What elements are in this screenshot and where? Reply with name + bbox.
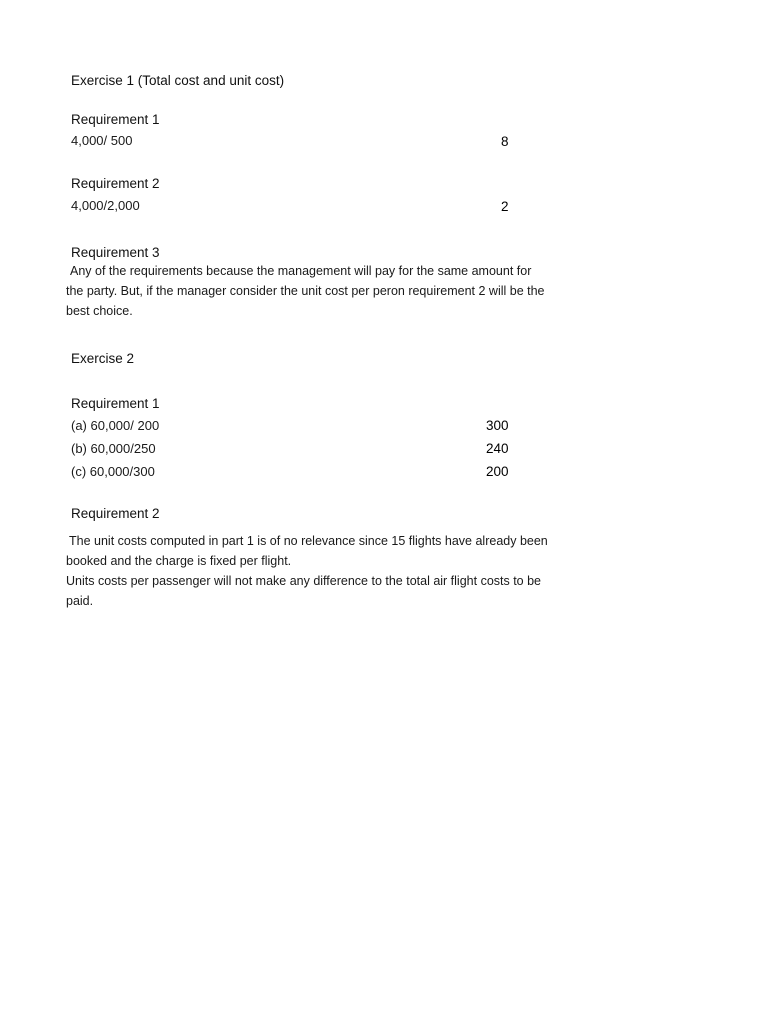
paragraph-line: best choice.	[66, 304, 133, 318]
ex2-requirement-2-heading: Requirement 2	[71, 506, 160, 521]
paragraph-line: Units costs per passenger will not make any difference to the total air flight costs to be	[66, 574, 542, 588]
ex1-req2-formula: 4,000/2,000	[71, 198, 140, 213]
paragraph-line: the party. But, if the manager consider the unit cost per peron requirement 2 will be the	[66, 284, 545, 298]
paragraph-line: Any of the requirements because the management will pay for the same amount for	[70, 264, 532, 278]
ex2-req1-row-c-formula: (c) 60,000/300	[71, 464, 155, 479]
paragraph-line: paid.	[66, 594, 94, 608]
ex1-req2-result: 2	[501, 199, 509, 214]
ex2-req2-paragraph	[66, 531, 548, 611]
ex2-req1-row-c-result: 200	[486, 464, 509, 479]
ex1-requirement-3-heading: Requirement 3	[71, 245, 160, 260]
ex2-req1-row-b-formula: (b) 60,000/250	[71, 441, 156, 456]
paragraph-line: booked and the charge is fixed per flight.	[66, 554, 292, 568]
ex2-requirement-1-heading: Requirement 1	[71, 396, 160, 411]
paragraph-line: The unit costs computed in part 1 is of no relevance since 15 flights have already been	[69, 534, 548, 548]
ex1-req1-result: 8	[501, 134, 509, 149]
ex1-requirement-1-heading: Requirement 1	[71, 112, 160, 127]
ex2-req1-row-a-result: 300	[486, 418, 509, 433]
ex2-req1-row-a-formula: (a) 60,000/ 200	[71, 418, 160, 433]
ex1-requirement-2-heading: Requirement 2	[71, 176, 160, 191]
ex1-req1-formula: 4,000/ 500	[71, 133, 133, 148]
exercise-1-title: Exercise 1 (Total cost and unit cost)	[71, 73, 285, 88]
ex1-req3-paragraph	[66, 261, 545, 321]
ex2-req1-row-b-result: 240	[486, 441, 509, 456]
exercise-2-title: Exercise 2	[71, 351, 135, 366]
